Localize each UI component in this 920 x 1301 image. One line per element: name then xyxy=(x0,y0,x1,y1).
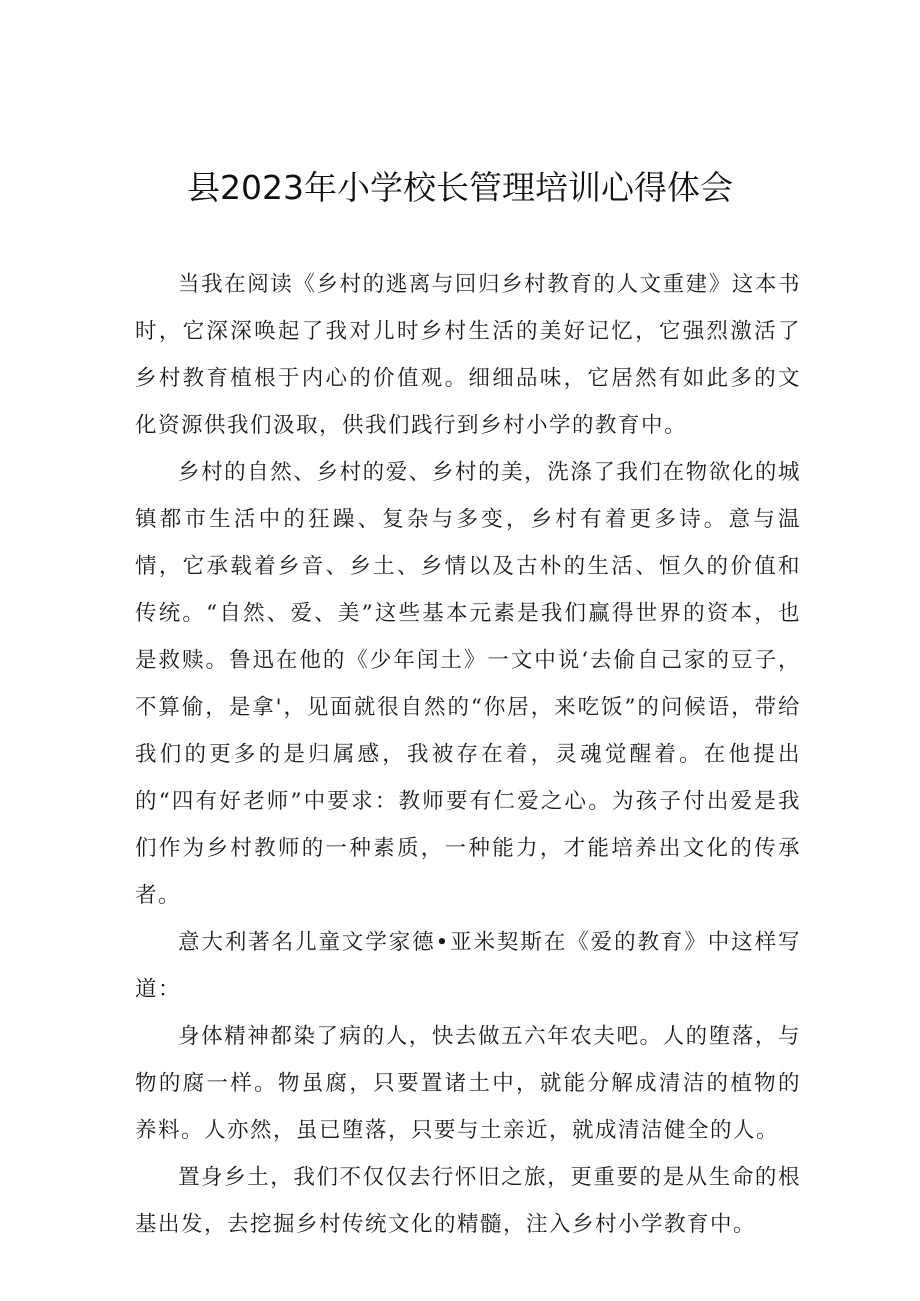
paragraph-1: 当我在阅读《乡村的逃离与回归乡村教育的人文重建》这本书时，它深深唤起了我对儿时乡村生活的美好记忆，它强烈激活了乡村教育植根于内心的价值观。细细品味，它居然有如此多的文化资源供我们汲取，供我们践行到乡村小学的教育中。 xyxy=(135,272,801,438)
paragraph-3: 意大利著名儿童文学家德•亚米契斯在《爱的教育》中这样写道： xyxy=(135,930,801,1002)
paragraph-4: 身体精神都染了病的人，快去做五六年农夫吧。人的堕落，与物的腐一样。物虽腐，只要置诸土中，就能分解成清洁的植物的养料。人亦然，虽已堕落，只要与土亲近，就成清洁健全的人。 xyxy=(135,1024,801,1143)
document-title: 县2023年小学校长管理培训心得体会 xyxy=(187,168,733,207)
paragraph-5: 置身乡土，我们不仅仅去行怀旧之旅，更重要的是从生命的根基出发，去挖掘乡村传统文化的精髓，注入乡村小学教育中。 xyxy=(135,1165,801,1237)
paragraph-2: 乡村的自然、乡村的爱、乡村的美，洗涤了我们在物欲化的城镇都市生活中的狂躁、复杂与多变，乡村有着更多诗。意与温情，它承载着乡音、乡土、乡情以及古朴的生活、恒久的价值和传统。“自然、爱、美”这些基本元素是我们赢得世界的资本，也是救赎。鲁迅在他的《少年闰土》一文中说‘去偷自己家的豆子，不算偷，是拿'，见面就很自然的“你居，来吃饭”的问候语，带给我们的更多的是归属感，我被存在着，灵魂觉醒着。在他提出的“四有好老师”中要求：教师要有仁爱之心。为孩子付出爱是我们作为乡村教师的一种素质，一种能力，才能培养出文化的传承者。 xyxy=(135,460,801,908)
document-body xyxy=(135,261,801,1248)
